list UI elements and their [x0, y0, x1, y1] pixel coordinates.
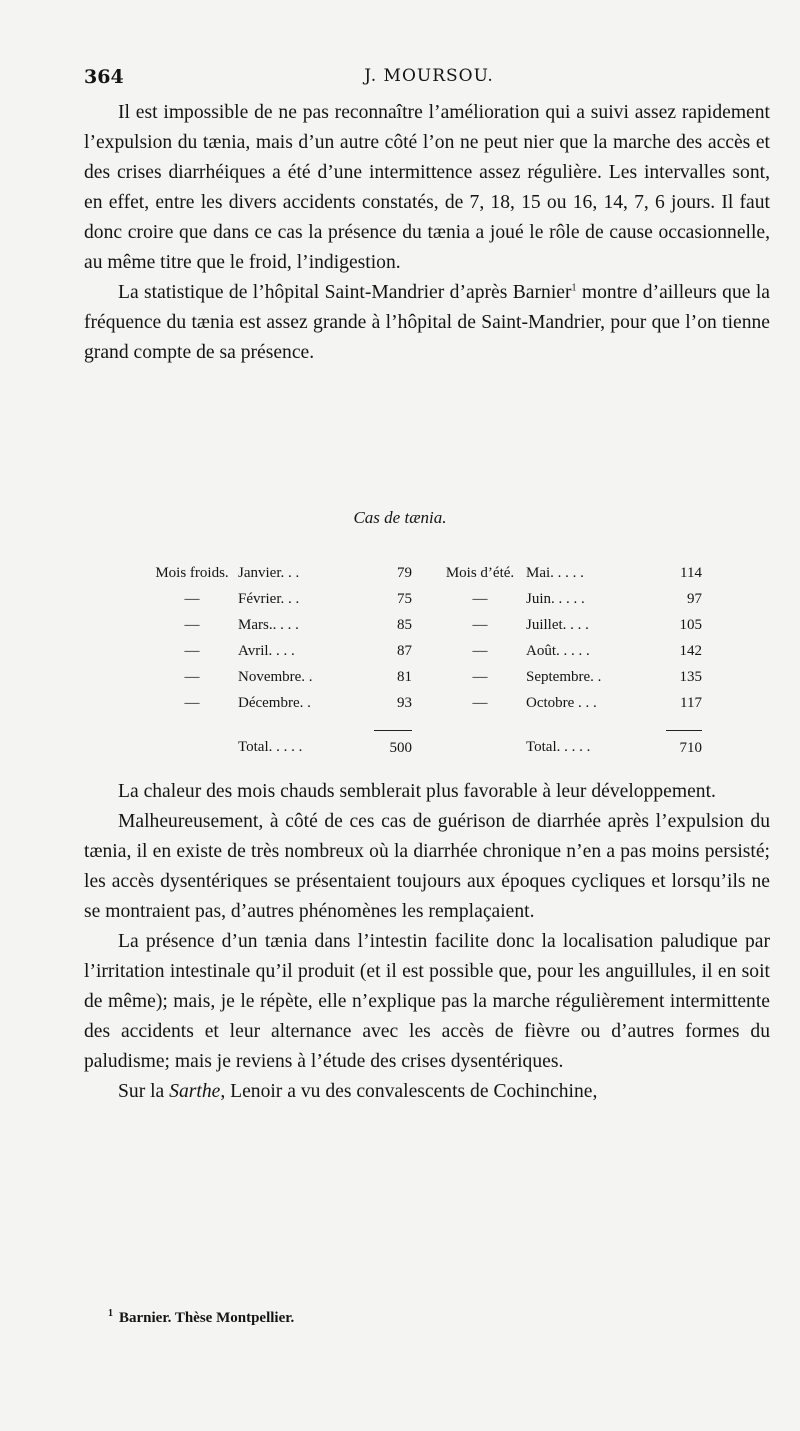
cold-month: Novembre. . — [238, 668, 313, 685]
summer-month: Septembre. . — [526, 668, 602, 685]
column-gap — [412, 690, 434, 716]
table-row — [146, 638, 702, 664]
cold-month: Décembre. . — [238, 694, 311, 711]
cold-month-count: 87 — [397, 642, 412, 659]
cold-total-label: Total. . . . . — [238, 739, 303, 756]
body-text-bottom — [84, 777, 770, 1107]
table-spacer-row — [146, 716, 702, 731]
summer-month-count: 142 — [679, 642, 702, 659]
total-blank — [434, 731, 526, 766]
summer-group-label: — — [472, 590, 488, 607]
column-gap — [412, 731, 434, 766]
column-gap — [412, 664, 434, 690]
ship-name: Sarthe — [169, 1081, 221, 1102]
paragraph-3: La chaleur des mois chauds semblerait plus favorable à leur développement. — [118, 781, 716, 802]
cold-group-label: Mois froids. — [155, 564, 229, 581]
cold-group-label: — — [184, 642, 200, 659]
summer-month: Mai. . . . . — [526, 564, 584, 581]
cold-group-label: — — [184, 668, 200, 685]
paragraph-5: La présence d’un tænia dans l’intestin facilite donc la localisation paludique par l’irritation intestinale qu’il produit (et il est possible que, pour les anguillules, il en soit de même); mais, je le répète, elle n’explique pas la marche régulièrement intermittente des accidents et leur alternance avec les accès de fièvre ou d’autres formes du paludisme; mais je reviens à l’étude des crises dysentériques. — [84, 931, 770, 1072]
total-blank — [146, 731, 238, 766]
summer-group-label: — — [472, 694, 488, 711]
paragraph-2 — [84, 278, 770, 368]
summer-month-count: 114 — [680, 564, 702, 581]
column-gap — [412, 586, 434, 612]
cold-total: 500 — [374, 731, 412, 766]
page-header — [84, 66, 774, 94]
summer-total: 710 — [666, 731, 702, 766]
taenia-cases-table — [146, 560, 702, 765]
page-number: 364 — [84, 66, 124, 88]
footnote-ref[interactable]: 1 — [571, 282, 577, 294]
column-gap — [412, 638, 434, 664]
cold-group-label: — — [184, 616, 200, 633]
cold-group-label: — — [184, 590, 200, 607]
paragraph-6 — [84, 1077, 770, 1107]
body-text-top — [84, 98, 770, 368]
cold-month: Février. . . — [238, 590, 300, 607]
paragraph-6-text-a: Sur la — [118, 1081, 170, 1102]
table-total-row — [146, 731, 702, 766]
summer-group-label: — — [472, 642, 488, 659]
spacer-cell — [434, 716, 526, 731]
paragraph-4: Malheureusement, à côté de ces cas de guérison de diarrhée après l’expulsion du tænia, il en existe de très nombreux où la diarrhée chronique n’en a pas moins persisté; les accès dysentériques se présentaient toujours aux époques cycliques et lorsqu’ils ne se montraient pas, d’autres phénomènes les remplaçaient. — [84, 811, 770, 922]
cold-month: Janvier. . . — [238, 564, 300, 581]
cold-month-count: 79 — [397, 564, 412, 581]
paragraph-1: Il est impossible de ne pas reconnaître l’amélioration qui a suivi assez rapidement l’expulsion du tænia, mais d’un autre côté l’on ne peut nier que la marche des accès et des crises diarrhéiques a été d’une intermittence assez régulière. Les intervalles sont, en effet, entre les divers accidents constatés, de 7, 18, 15 ou 16, 14, 7, 6 jours. Il faut donc croire que dans ce cas la présence du tænia a joué le rôle de cause occasionnelle, au même titre que le froid, l’indigestion. — [84, 102, 770, 273]
table-row — [146, 586, 702, 612]
spacer-cell — [666, 716, 702, 731]
summer-month-count: 105 — [679, 616, 702, 633]
summer-month: Août. . . . . — [526, 642, 590, 659]
spacer-cell — [238, 716, 374, 731]
summer-month-count: 97 — [687, 590, 702, 607]
column-gap — [412, 612, 434, 638]
spacer-cell — [526, 716, 666, 731]
table-caption: Cas de tænia. — [353, 508, 447, 527]
cold-month-count: 93 — [397, 694, 412, 711]
summer-total-label: Total. . . . . — [526, 739, 591, 756]
cold-month-count: 81 — [397, 668, 412, 685]
spacer-cell — [412, 716, 434, 731]
paragraph-2-text-b: montre d’ailleurs que la fréquence du tænia est assez grande à l’hôpital de Saint-Mandrier, pour que l’on tienne grand compte de sa présence. — [84, 282, 770, 363]
table-row — [146, 690, 702, 716]
cold-month: Mars.. . . . — [238, 616, 299, 633]
footnote — [108, 1308, 294, 1327]
summer-month-count: 135 — [679, 668, 702, 685]
summer-month: Juin. . . . . — [526, 590, 585, 607]
footnote-marker: 1 — [108, 1308, 113, 1319]
cold-month: Avril. . . . — [238, 642, 295, 659]
cold-month-count: 85 — [397, 616, 412, 633]
table-row — [146, 560, 702, 586]
table-row — [146, 612, 702, 638]
summer-group-label: — — [472, 668, 488, 685]
footnote-text: Barnier. Thèse Montpellier. — [119, 1310, 295, 1326]
cold-month-count: 75 — [397, 590, 412, 607]
summer-month: Juillet. . . . — [526, 616, 589, 633]
table-row — [146, 664, 702, 690]
running-head: J. MOURSOU. — [364, 66, 494, 86]
cold-group-label: — — [184, 694, 200, 711]
summer-group-label: — — [472, 616, 488, 633]
paragraph-2-text-a: La statistique de l’hôpital Saint-Mandrier d’après Barnier — [118, 282, 572, 303]
summer-month-count: 117 — [680, 694, 702, 711]
paragraph-6-text-b: , Lenoir a vu des convalescents de Cochinchine, — [220, 1081, 598, 1102]
summer-month: Octobre . . . — [526, 694, 597, 711]
summer-group-label: Mois d’été. — [445, 564, 515, 581]
column-gap — [412, 560, 434, 586]
spacer-cell — [146, 716, 238, 731]
spacer-cell — [374, 716, 412, 731]
